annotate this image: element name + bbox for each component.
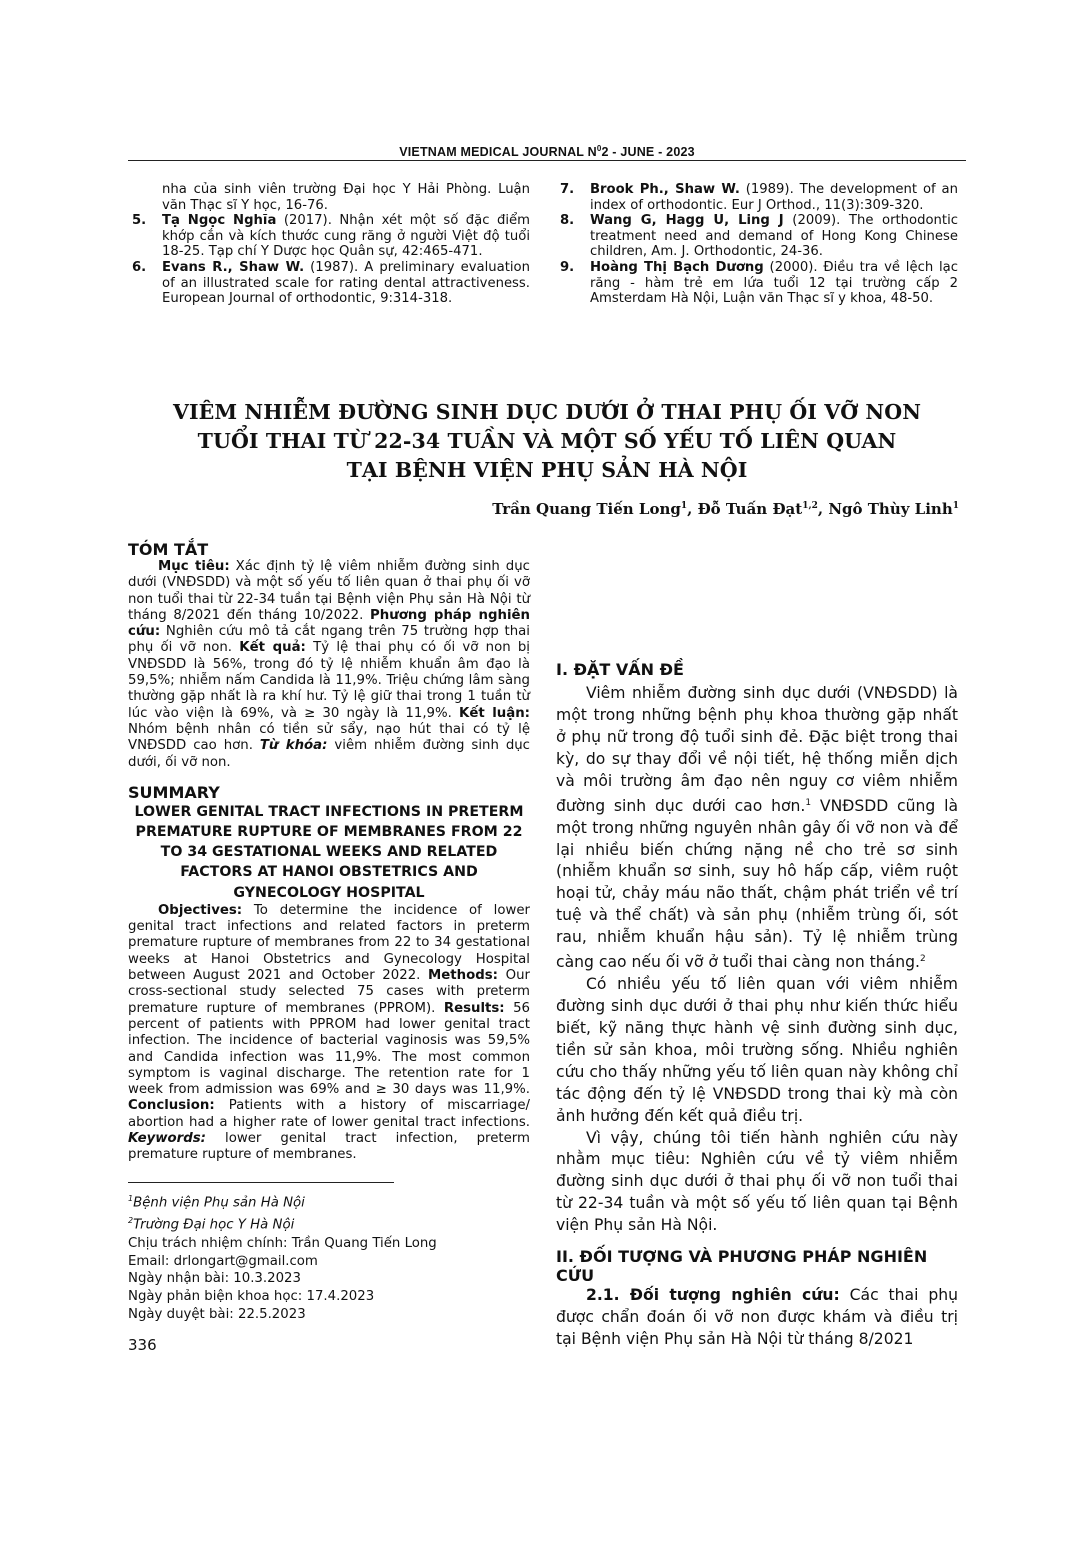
summary-heading: SUMMARY <box>128 782 220 802</box>
article-title: VIÊM NHIỄM ĐƯỜNG SINH DỤC DƯỚI Ở THAI PHỤ ỐI VỠ NON TUỔI THAI TỪ 22-34 TUẦN VÀ MỘT SỐ YẾU TỐ LIÊN QUAN TẠI BỆNH VIỆN PHỤ SẢN HÀ NỘI <box>172 400 922 482</box>
section-1-paragraph-3: Vì vậy, chúng tôi tiến hành nghiên cứu này nhằm mục tiêu: Nghiên cứu về tỷ viêm nhiễm đường sinh dục dưới ở thai phụ ối vỡ non tuổi thai từ 22-34 tuần và một số yếu tố liên quan tại Bệnh viện Phụ sản Hà Nội. <box>556 1128 958 1235</box>
running-header: VIETNAM MEDICAL JOURNAL $N^02$ - JUNE - 2023 <box>399 144 695 160</box>
section-2-heading: II. ĐỐI TƯỢNG VÀ PHƯƠNG PHÁP NGHIÊN CỨU <box>556 1247 928 1286</box>
summary-title: LOWER GENITAL TRACT INFECTIONS IN PRETERM PREMATURE RUPTURE OF MEMBRANES FROM 22 TO 34 GESTATIONAL WEEKS AND RELATED FACTORS AT HANOI OBSTETRICS AND GYNECOLOGY HOSPITAL <box>134 803 524 901</box>
section-1-heading: I. ĐẶT VẤN ĐỀ <box>556 660 684 679</box>
footnote-rule <box>128 1182 394 1183</box>
reference-8: 8. Wang G, Hagg U, Ling J (2009). The orthodontic treatment need and demand of Hong Kong Chinese children, Am. J. Orthodontic, 24-36. <box>560 213 958 260</box>
footnote-reviewed: Ngày phản biện khoa học: 17.4.2023 <box>128 1289 375 1305</box>
footnotes <box>128 1190 437 1324</box>
footnote-received: Ngày nhận bài: 10.3.2023 <box>128 1271 301 1287</box>
abstract-column <box>128 540 530 1164</box>
header-rule <box>128 160 966 161</box>
authors: Trần Quang Tiến Long$^1$, Đỗ Tuấn Đạt$^{1,2}$, Ngô Thùy Linh$^1$ <box>492 500 959 518</box>
reference-continued: nha của sinh viên trường Đại học Y Hải Phòng. Luận văn Thạc sĩ Y học, 16-76. <box>162 182 530 213</box>
tom-tat-heading: TÓM TẮT <box>128 540 209 559</box>
footnote-accepted: Ngày duyệt bài: 22.5.2023 <box>128 1307 306 1323</box>
reference-7: 7. Brook Ph., Shaw W. (1989). The development of an index of orthodontic. Eur J Orthod., 11(3):309-320. <box>560 182 958 213</box>
page-number: 336 <box>128 1336 157 1354</box>
reference-5: 5. Tạ Ngọc Nghĩa (2017). Nhận xét một số đặc điểm khớp cắn và kích thước cung răng ở người Việt độ tuổi 18-25. Tạp chí Y Dược học Quân sự, 42:465-471. <box>132 213 530 260</box>
body-column <box>556 660 958 1351</box>
summary-text: Objectives: To determine the incidence of lower genital tract infections and related factors in preterm premature rupture of membranes from 22 to 34 gestational weeks at Hanoi Obstetrics and Gynecology Hospital between August 2021 and October 2022. Methods: Our cross-sectional study selected 75 cases with preterm premature rupture of membranes (PPROM). Results: 56 percent of patients with PPROM had lower genital tract infection. The incidence of bacterial vaginosis was 59,5% and Candida infection was 11,9%. The most common symptom is vaginal discharge. The retention rate for 1 week from admission was 69% and ≥ 30 days was 11,9%. Conclusion: Patients with a history of miscarriage/ abortion had a higher rate of lower genital tract infections. Keywords: lower genital tract infection, preterm premature rupture of membranes. <box>128 902 531 1163</box>
footnote-email: Email: drlongart@gmail.com <box>128 1253 318 1269</box>
section-1-paragraph-2: Có nhiều yếu tố liên quan với viêm nhiễm đường sinh dục dưới ở thai phụ như kiến thức hiểu biết, kỹ năng thực hành vệ sinh đường sinh dục, tiền sử sản khoa, môi trường sống. Nhiều nghiên cứu cho thấy những yếu tố liên quan này không chỉ tác động đến tỷ lệ VNĐSDD trong thai kỳ mà còn ảnh hưởng đến kết quả điều trị. <box>556 975 958 1125</box>
tom-tat-text: Mục tiêu: Xác định tỷ lệ viêm nhiễm đường sinh dục dưới (VNĐSDD) và một số yếu tố liên quan ở thai phụ ối vỡ non tuổi thai từ 22-34 tuần tại Bệnh viện Phụ sản Hà Nội từ tháng 8/2021 đến tháng 10/2022. Phương pháp nghiên cứu: Nghiên cứu mô tả cắt ngang trên 75 trường hợp thai phụ ối vỡ non. Kết quả: Tỷ lệ thai phụ có ối vỡ non bị VNĐSDD là 56%, trong đó tỷ lệ nhiễm khuẩn âm đạo là 59,5%; nhiễm nấm Candida là 11,9%. Triệu chứng lâm sàng thường gặp nhất là ra khí hư. Tỷ lệ giữ thai trong 1 tuần từ lúc vào viện là 69%, và ≥ 30 ngày là 11,9%. Kết luận: Nhóm bệnh nhân có tiền sử sẩy, nạo hút thai có tỷ lệ VNĐSDD cao hơn. Từ khóa: viêm nhiễm đường sinh dục dưới, ối vỡ non. <box>128 559 530 770</box>
references-left <box>128 182 530 307</box>
references-right <box>556 182 958 307</box>
reference-6: 6. Evans R., Shaw W. (1987). A preliminary evaluation of an illustrated scale for rating dental attractiveness. European Journal of orthodontic, 9:314-318. <box>132 259 530 307</box>
reference-9: 9. Hoàng Thị Bạch Dương (2000). Điều tra về lệch lạc răng - hàm trẻ em lứa tuổi 12 tại trường cấp 2 Amsterdam Hà Nội, Luận văn Thạc sĩ y khoa, 48-50. <box>560 259 958 307</box>
footnote-responsible: Chịu trách nhiệm chính: Trần Quang Tiến Long <box>128 1235 437 1251</box>
footnote-affiliation-1: $^1$Bệnh viện Phụ sản Hà Nội <box>128 1194 305 1211</box>
section-2-paragraph: 2.1. Đối tượng nghiên cứu: Các thai phụ được chẩn đoán ối vỡ non được khám và điều trị tại Bệnh viện Phụ sản Hà Nội từ tháng 8/2021 <box>556 1286 958 1348</box>
footnote-affiliation-2: $^2$Trường Đại học Y Hà Nội <box>128 1216 295 1233</box>
section-1-paragraph-1: Viêm nhiễm đường sinh dục dưới (VNĐSDD) là một trong những bệnh phụ khoa thường gặp nhất ở phụ nữ trong độ tuổi sinh đẻ. Đặc biệt trong thai kỳ, do sự thay đổi về nội tiết, hệ thống miễn dịch và môi trường âm đạo nên nguy cơ viêm nhiễm đường sinh dục dưới cao hơn.$^1$ VNĐSDD cũng là một trong những nguyên nhân gây ối vỡ non và để lại nhiều biến chứng nặng nề cho trẻ sơ sinh (nhiễm khuẩn sơ sinh, suy hô hấp cấp, viêm ruột hoại tử, chảy máu não thất, chậm phát triển về trí tuệ và thể chất) và sản phụ (nhiễm trùng ối, sót rau, nhiễm khuẩn hậu sản). Tỷ lệ nhiễm trùng càng cao nếu ối vỡ ở tuổi thai càng non tháng.$^2$ <box>556 684 958 972</box>
